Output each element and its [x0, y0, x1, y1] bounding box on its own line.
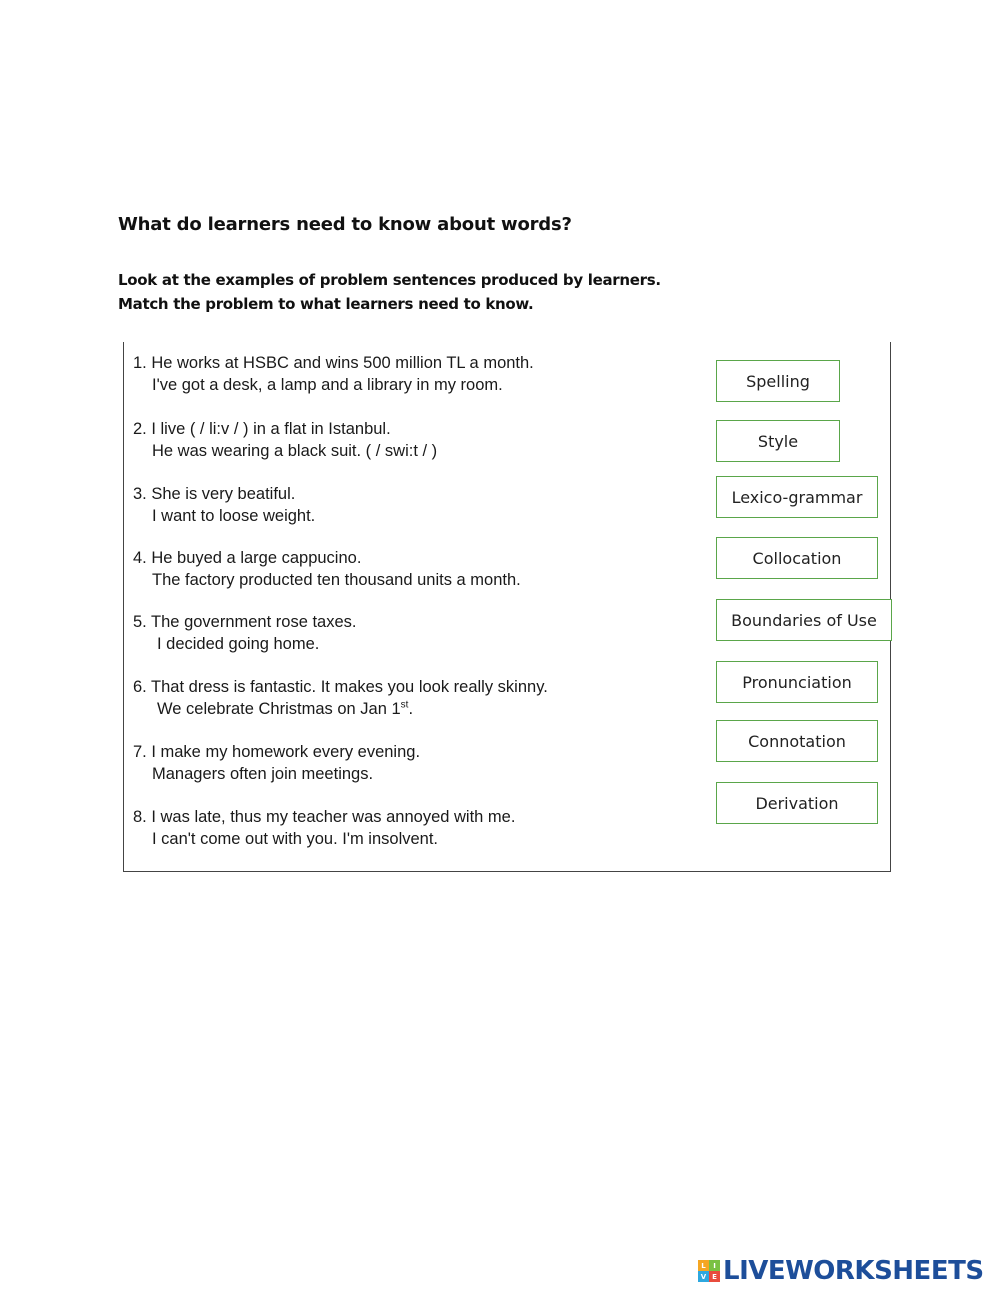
logo-tile-e: E: [709, 1271, 720, 1282]
sentence-item-8: [133, 806, 515, 850]
logo-wordmark: LIVEWORKSHEETS: [723, 1256, 984, 1286]
option-connotation[interactable]: Connotation: [716, 720, 878, 762]
sentence-item-3: [133, 483, 315, 527]
sentence-item-6: [133, 676, 548, 720]
option-pronunciation[interactable]: Pronunciation: [716, 661, 878, 703]
sentence-2-line-1: 2. I live ( / li:v / ) in a flat in Istanbul.: [133, 420, 391, 438]
option-collocation[interactable]: Collocation: [716, 537, 878, 579]
sentence-4-line-2: The factory producted ten thousand units a month.: [152, 571, 521, 589]
sentence-1-line-2: I've got a desk, a lamp and a library in my room.: [152, 376, 503, 394]
liveworksheets-logo: [698, 1256, 984, 1286]
sentence-5-line-1: 5. The government rose taxes.: [133, 613, 357, 631]
option-boundaries-of-use[interactable]: Boundaries of Use: [716, 599, 892, 641]
instruction-line-1: Look at the examples of problem sentences produced by learners.: [118, 271, 661, 289]
logo-mark-icon: [698, 1260, 720, 1282]
sentence-6-line-2-text: We celebrate Christmas on Jan 1: [157, 700, 401, 718]
sentence-7-line-2: Managers often join meetings.: [152, 765, 374, 783]
sentence-item-7: [133, 741, 420, 785]
sentence-1-line-1: 1. He works at HSBC and wins 500 million TL a month.: [133, 354, 534, 372]
sentence-item-2: [133, 418, 437, 462]
sentence-8-line-2: I can't come out with you. I'm insolvent.: [152, 830, 439, 848]
ordinal-suffix: st: [400, 699, 409, 711]
option-style[interactable]: Style: [716, 420, 840, 462]
instruction-line-2: Match the problem to what learners need to know.: [118, 295, 534, 313]
sentence-item-5: [133, 611, 356, 655]
sentence-6-line-2-end: .: [408, 700, 414, 718]
sentence-7-line-1: 7. I make my homework every evening.: [133, 743, 421, 761]
logo-tile-l: L: [698, 1260, 709, 1271]
option-derivation[interactable]: Derivation: [716, 782, 878, 824]
logo-tile-i: I: [709, 1260, 720, 1271]
sentence-5-line-2: I decided going home.: [157, 635, 320, 653]
sentence-8-line-1: 8. I was late, thus my teacher was annoyed with me.: [133, 808, 516, 826]
sentence-2-line-2: He was wearing a black suit. ( / swi:t / ): [152, 442, 438, 460]
sentence-6-line-1: 6. That dress is fantastic. It makes you look really skinny.: [133, 678, 548, 696]
option-spelling[interactable]: Spelling: [716, 360, 840, 402]
sentence-6-line-2: [133, 698, 548, 720]
sentence-item-4: [133, 547, 521, 591]
sentence-3-line-2: I want to loose weight.: [152, 507, 316, 525]
logo-tile-v: V: [698, 1271, 709, 1282]
sentence-item-1: [133, 352, 534, 396]
sentence-3-line-1: 3. She is very beatiful.: [133, 485, 296, 503]
option-lexico-grammar[interactable]: Lexico-grammar: [716, 476, 878, 518]
sentence-4-line-1: 4. He buyed a large cappucino.: [133, 549, 362, 567]
worksheet-title: What do learners need to know about words?: [118, 214, 572, 235]
